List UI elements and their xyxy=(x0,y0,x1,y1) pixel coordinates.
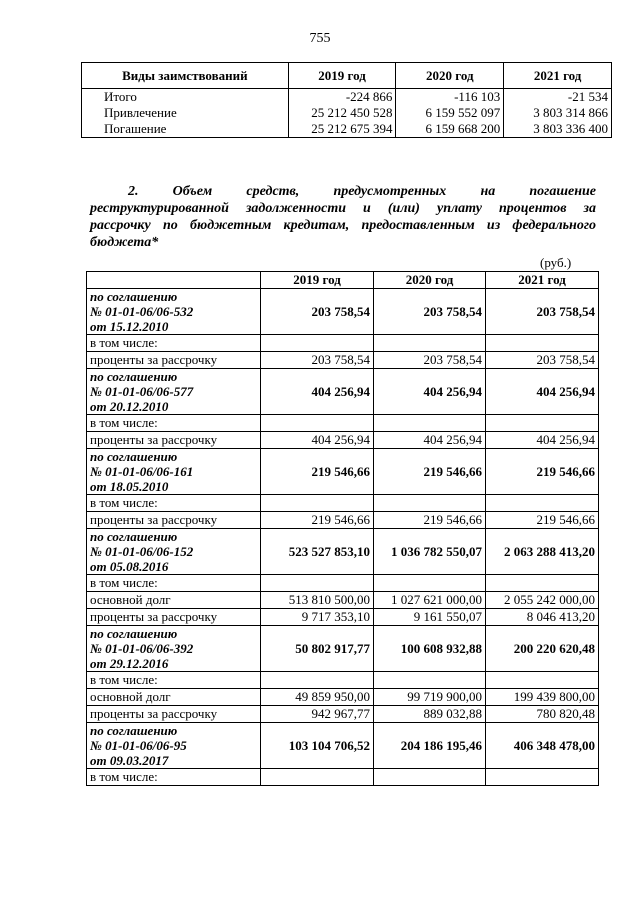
agreement-label-line: № 01-01-06/06-532 xyxy=(90,304,194,319)
detail-value: 219 546,66 xyxy=(486,512,599,529)
empty-cell xyxy=(261,495,374,512)
empty-cell xyxy=(261,672,374,689)
detail-value: 404 256,94 xyxy=(486,432,599,449)
agreement-row xyxy=(87,626,599,672)
detail-row xyxy=(87,512,599,529)
empty-cell xyxy=(486,335,599,352)
including-row xyxy=(87,495,599,512)
unit-label: (руб.) xyxy=(540,255,572,270)
agreement-label xyxy=(87,626,261,672)
section-heading xyxy=(90,183,596,251)
repayment-table-body xyxy=(87,289,599,786)
agreement-label-line: от 09.03.2017 xyxy=(90,753,169,768)
detail-value: 203 758,54 xyxy=(261,352,374,369)
header-2021: 2021 год xyxy=(486,272,599,289)
agreement-label xyxy=(87,289,261,335)
agreement-label xyxy=(87,369,261,415)
detail-row xyxy=(87,432,599,449)
detail-label: проценты за рассрочку xyxy=(87,706,261,723)
cell-value: 6 159 668 200 xyxy=(396,121,504,138)
empty-cell xyxy=(374,495,486,512)
cell-value: 6 159 552 097 xyxy=(396,105,504,121)
detail-label: проценты за рассрочку xyxy=(87,512,261,529)
empty-cell xyxy=(486,672,599,689)
agreement-total: 203 758,54 xyxy=(374,289,486,335)
table-row xyxy=(82,105,612,121)
agreement-total: 219 546,66 xyxy=(261,449,374,495)
table-header-row xyxy=(82,63,612,89)
agreement-total: 50 802 917,77 xyxy=(261,626,374,672)
agreement-row xyxy=(87,723,599,769)
detail-value: 199 439 800,00 xyxy=(486,689,599,706)
agreement-total: 2 063 288 413,20 xyxy=(486,529,599,575)
cell-value: 3 803 314 866 xyxy=(504,105,612,121)
including-label: в том числе: xyxy=(87,495,261,512)
agreement-label-line: по соглашению xyxy=(90,449,178,464)
detail-value: 404 256,94 xyxy=(374,432,486,449)
including-label: в том числе: xyxy=(87,769,261,786)
detail-value: 9 161 550,07 xyxy=(374,609,486,626)
cell-value: -21 534 xyxy=(504,89,612,106)
agreement-label-line: по соглашению xyxy=(90,626,178,641)
empty-cell xyxy=(261,415,374,432)
agreement-label-line: № 01-01-06/06-392 xyxy=(90,641,194,656)
header-2020: 2020 год xyxy=(374,272,486,289)
empty-cell xyxy=(486,769,599,786)
repayment-table xyxy=(86,271,599,786)
agreement-label-line: по соглашению xyxy=(90,369,178,384)
detail-label: основной долг xyxy=(87,689,261,706)
empty-cell xyxy=(486,495,599,512)
agreement-label-line: от 29.12.2016 xyxy=(90,656,169,671)
agreement-total: 219 546,66 xyxy=(486,449,599,495)
agreement-row xyxy=(87,369,599,415)
agreement-label xyxy=(87,529,261,575)
agreement-total: 203 758,54 xyxy=(486,289,599,335)
detail-value: 2 055 242 000,00 xyxy=(486,592,599,609)
heading-line: бюджета* xyxy=(90,235,159,250)
header-empty xyxy=(87,272,261,289)
header-type: Виды заимствований xyxy=(82,63,289,89)
row-label: Итого xyxy=(82,89,289,106)
empty-cell xyxy=(261,769,374,786)
including-label: в том числе: xyxy=(87,575,261,592)
agreement-total: 219 546,66 xyxy=(374,449,486,495)
detail-value: 9 717 353,10 xyxy=(261,609,374,626)
table-row xyxy=(82,89,612,106)
detail-value: 99 719 900,00 xyxy=(374,689,486,706)
cell-value: -116 103 xyxy=(396,89,504,106)
table-row xyxy=(82,121,612,138)
empty-cell xyxy=(374,769,486,786)
detail-value: 203 758,54 xyxy=(374,352,486,369)
cell-value: 25 212 675 394 xyxy=(288,121,396,138)
agreement-label-line: от 18.05.2010 xyxy=(90,479,169,494)
agreement-label-line: № 01-01-06/06-152 xyxy=(90,544,194,559)
detail-value: 513 810 500,00 xyxy=(261,592,374,609)
detail-label: проценты за рассрочку xyxy=(87,352,261,369)
agreement-label-line: № 01-01-06/06-161 xyxy=(90,464,194,479)
including-row xyxy=(87,769,599,786)
agreement-total: 406 348 478,00 xyxy=(486,723,599,769)
agreement-row xyxy=(87,289,599,335)
agreement-total: 404 256,94 xyxy=(486,369,599,415)
borrowings-table xyxy=(81,62,612,138)
row-label: Привлечение xyxy=(82,105,289,121)
agreement-label-line: по соглашению xyxy=(90,723,178,738)
agreement-total: 1 036 782 550,07 xyxy=(374,529,486,575)
including-label: в том числе: xyxy=(87,335,261,352)
detail-value: 942 967,77 xyxy=(261,706,374,723)
including-row xyxy=(87,415,599,432)
agreement-total: 523 527 853,10 xyxy=(261,529,374,575)
empty-cell xyxy=(261,335,374,352)
including-row xyxy=(87,335,599,352)
cell-value: -224 866 xyxy=(288,89,396,106)
header-2019: 2019 год xyxy=(261,272,374,289)
empty-cell xyxy=(486,575,599,592)
detail-value: 404 256,94 xyxy=(261,432,374,449)
agreement-total: 404 256,94 xyxy=(374,369,486,415)
detail-row xyxy=(87,352,599,369)
detail-row xyxy=(87,609,599,626)
detail-value: 8 046 413,20 xyxy=(486,609,599,626)
cell-value: 3 803 336 400 xyxy=(504,121,612,138)
header-2021: 2021 год xyxy=(504,63,612,89)
agreement-label xyxy=(87,449,261,495)
detail-label: проценты за рассрочку xyxy=(87,609,261,626)
detail-row xyxy=(87,592,599,609)
agreement-row xyxy=(87,449,599,495)
detail-value: 780 820,48 xyxy=(486,706,599,723)
empty-cell xyxy=(374,672,486,689)
detail-value: 49 859 950,00 xyxy=(261,689,374,706)
empty-cell xyxy=(486,415,599,432)
heading-line: рассрочку по бюджетным кредитам, предоставленным из федерального xyxy=(90,218,596,233)
agreement-total: 103 104 706,52 xyxy=(261,723,374,769)
detail-row xyxy=(87,689,599,706)
agreement-label-line: от 05.08.2016 xyxy=(90,559,169,574)
heading-line: реструктурированной задолженности и (или) уплату процентов за xyxy=(90,201,596,216)
including-label: в том числе: xyxy=(87,415,261,432)
including-row xyxy=(87,575,599,592)
detail-row xyxy=(87,706,599,723)
detail-value: 1 027 621 000,00 xyxy=(374,592,486,609)
agreement-label-line: № 01-01-06/06-95 xyxy=(90,738,187,753)
heading-line: 2. Объем средств, предусмотренных на погашение xyxy=(128,184,596,199)
detail-label: основной долг xyxy=(87,592,261,609)
agreement-label-line: от 20.12.2010 xyxy=(90,399,169,414)
cell-value: 25 212 450 528 xyxy=(288,105,396,121)
table-header-row xyxy=(87,272,599,289)
row-label: Погашение xyxy=(82,121,289,138)
detail-value: 203 758,54 xyxy=(486,352,599,369)
agreement-total: 100 608 932,88 xyxy=(374,626,486,672)
agreement-label-line: по соглашению xyxy=(90,289,178,304)
agreement-total: 203 758,54 xyxy=(261,289,374,335)
including-row xyxy=(87,672,599,689)
page-number: 755 xyxy=(309,31,331,46)
empty-cell xyxy=(261,575,374,592)
agreement-label-line: по соглашению xyxy=(90,529,178,544)
agreement-label xyxy=(87,723,261,769)
header-2020: 2020 год xyxy=(396,63,504,89)
agreement-total: 200 220 620,48 xyxy=(486,626,599,672)
empty-cell xyxy=(374,575,486,592)
including-label: в том числе: xyxy=(87,672,261,689)
agreement-label-line: от 15.12.2010 xyxy=(90,319,169,334)
detail-value: 889 032,88 xyxy=(374,706,486,723)
agreement-total: 404 256,94 xyxy=(261,369,374,415)
empty-cell xyxy=(374,415,486,432)
agreement-label-line: № 01-01-06/06-577 xyxy=(90,384,194,399)
detail-value: 219 546,66 xyxy=(374,512,486,529)
agreement-row xyxy=(87,529,599,575)
agreement-total: 204 186 195,46 xyxy=(374,723,486,769)
detail-label: проценты за рассрочку xyxy=(87,432,261,449)
header-2019: 2019 год xyxy=(288,63,396,89)
empty-cell xyxy=(374,335,486,352)
detail-value: 219 546,66 xyxy=(261,512,374,529)
